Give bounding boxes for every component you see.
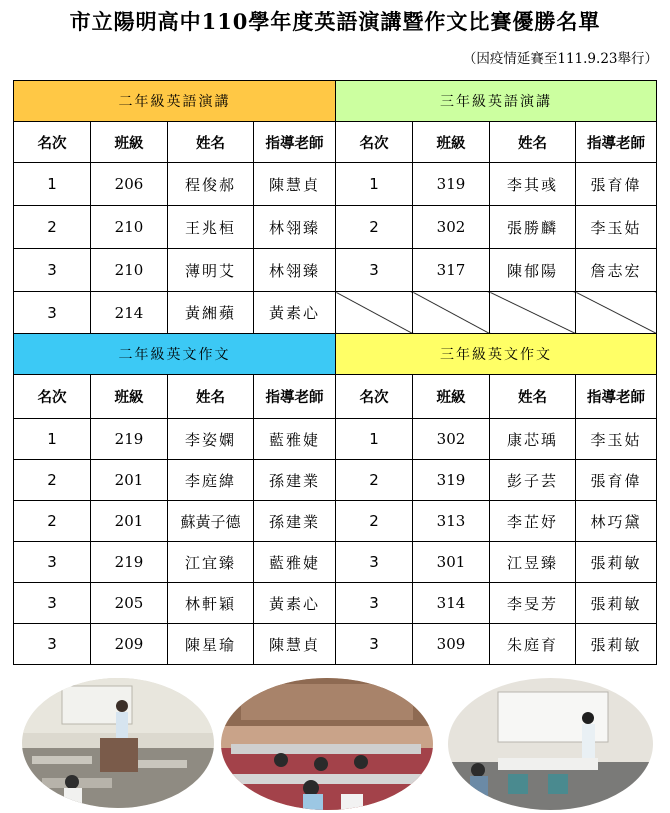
student-name-cell: 江宜臻 [168,542,254,583]
rank-cell: 2 [336,206,413,249]
rank-cell: 3 [336,249,413,292]
teacher-name-cell: 張育偉 [576,460,657,501]
teacher-name-cell: 孫建業 [254,501,336,542]
student-name-cell: 朱庭育 [490,624,576,665]
classroom-photo-2 [221,678,433,810]
rank-cell: 2 [336,460,413,501]
class-cell: 219 [91,419,168,460]
class-cell: 313 [413,501,490,542]
student-name-cell: 陳星瑜 [168,624,254,665]
col-header-name: 姓名 [490,122,576,163]
empty-crossed-cell [576,292,657,334]
teacher-name-cell: 林翎臻 [254,206,336,249]
table-row [14,292,657,334]
rank-cell: 2 [14,460,91,501]
col-header-name: 姓名 [168,122,254,163]
student-name-cell: 薄明艾 [168,249,254,292]
class-cell: 302 [413,419,490,460]
col-header-class: 班級 [413,122,490,163]
classroom-photo-1 [22,678,214,808]
student-name-cell: 蘇黃子德 [168,501,254,542]
student-name-cell: 李芷妤 [490,501,576,542]
class-cell: 210 [91,249,168,292]
teacher-name-cell: 藍雅婕 [254,542,336,583]
class-cell: 214 [91,292,168,334]
rank-cell: 3 [14,542,91,583]
rank-cell: 3 [14,624,91,665]
class-cell: 201 [91,460,168,501]
rank-cell: 3 [14,249,91,292]
col-header-rank: 名次 [14,122,91,163]
teacher-name-cell: 張莉敏 [576,624,657,665]
col-header-class: 班級 [91,375,168,419]
table-row [14,624,657,665]
page-title: 市立陽明高中110學年度英語演講暨作文比賽優勝名單 [69,9,601,34]
table-row [14,206,657,249]
class-cell: 219 [91,542,168,583]
table-row [14,583,657,624]
class-cell: 210 [91,206,168,249]
col-header-rank: 名次 [14,375,91,419]
student-name-cell: 程俊郝 [168,163,254,206]
student-name-cell: 王兆桓 [168,206,254,249]
teacher-name-cell: 詹志宏 [576,249,657,292]
col-header-teacher: 指導老師 [254,122,336,163]
rank-cell: 1 [14,163,91,206]
rank-cell: 3 [336,624,413,665]
student-name-cell: 康芯瑀 [490,419,576,460]
table-row [14,163,657,206]
class-cell: 201 [91,501,168,542]
rank-cell: 1 [336,163,413,206]
col-header-teacher: 指導老師 [254,375,336,419]
class-cell: 314 [413,583,490,624]
rank-cell: 2 [14,206,91,249]
empty-crossed-cell [413,292,490,334]
teacher-name-cell: 孫建業 [254,460,336,501]
teacher-name-cell: 林翎臻 [254,249,336,292]
col-header-class: 班級 [413,375,490,419]
teacher-name-cell: 張育偉 [576,163,657,206]
class-cell: 301 [413,542,490,583]
winners-table [13,80,657,665]
empty-crossed-cell [336,292,413,334]
col-header-name: 姓名 [490,375,576,419]
col-header-rank: 名次 [336,122,413,163]
teacher-name-cell: 陳慧貞 [254,163,336,206]
class-cell: 206 [91,163,168,206]
section-title-g2-writing: 二年級英文作文 [14,334,336,375]
student-name-cell: 陳郁陽 [490,249,576,292]
col-header-teacher: 指導老師 [576,122,657,163]
rank-cell: 3 [336,583,413,624]
teacher-name-cell: 李玉姑 [576,206,657,249]
teacher-name-cell: 黃素心 [254,292,336,334]
empty-crossed-cell [490,292,576,334]
table-row [14,460,657,501]
teacher-name-cell: 李玉姑 [576,419,657,460]
rank-cell: 1 [336,419,413,460]
class-cell: 205 [91,583,168,624]
classroom-photo-3 [448,678,653,810]
table-row [14,419,657,460]
postponement-note: （因疫情延賽至111.9.23舉行） [462,51,658,67]
col-header-teacher: 指導老師 [576,375,657,419]
rank-cell: 3 [14,583,91,624]
student-name-cell: 張勝麟 [490,206,576,249]
class-cell: 319 [413,460,490,501]
student-name-cell: 江昱臻 [490,542,576,583]
student-name-cell: 彭子芸 [490,460,576,501]
class-cell: 317 [413,249,490,292]
teacher-name-cell: 張莉敏 [576,542,657,583]
teacher-name-cell: 林巧黛 [576,501,657,542]
table-row [14,501,657,542]
event-photos [0,678,670,813]
section-title-g3-writing: 三年級英文作文 [336,334,657,375]
section-title-g2-speech: 二年級英語演講 [14,81,336,122]
class-cell: 209 [91,624,168,665]
section-title-g3-speech: 三年級英語演講 [336,81,657,122]
teacher-name-cell: 陳慧貞 [254,624,336,665]
student-name-cell: 李其彧 [490,163,576,206]
class-cell: 302 [413,206,490,249]
student-name-cell: 林軒穎 [168,583,254,624]
class-cell: 309 [413,624,490,665]
teacher-name-cell: 張莉敏 [576,583,657,624]
col-header-class: 班級 [91,122,168,163]
class-cell: 319 [413,163,490,206]
rank-cell: 2 [14,501,91,542]
rank-cell: 1 [14,419,91,460]
rank-cell: 3 [14,292,91,334]
student-name-cell: 黃緗蘋 [168,292,254,334]
teacher-name-cell: 黃素心 [254,583,336,624]
table-row [14,249,657,292]
col-header-name: 姓名 [168,375,254,419]
student-name-cell: 李旻芳 [490,583,576,624]
col-header-rank: 名次 [336,375,413,419]
rank-cell: 3 [336,542,413,583]
table-row [14,542,657,583]
rank-cell: 2 [336,501,413,542]
student-name-cell: 李姿嫻 [168,419,254,460]
teacher-name-cell: 藍雅婕 [254,419,336,460]
student-name-cell: 李庭緯 [168,460,254,501]
